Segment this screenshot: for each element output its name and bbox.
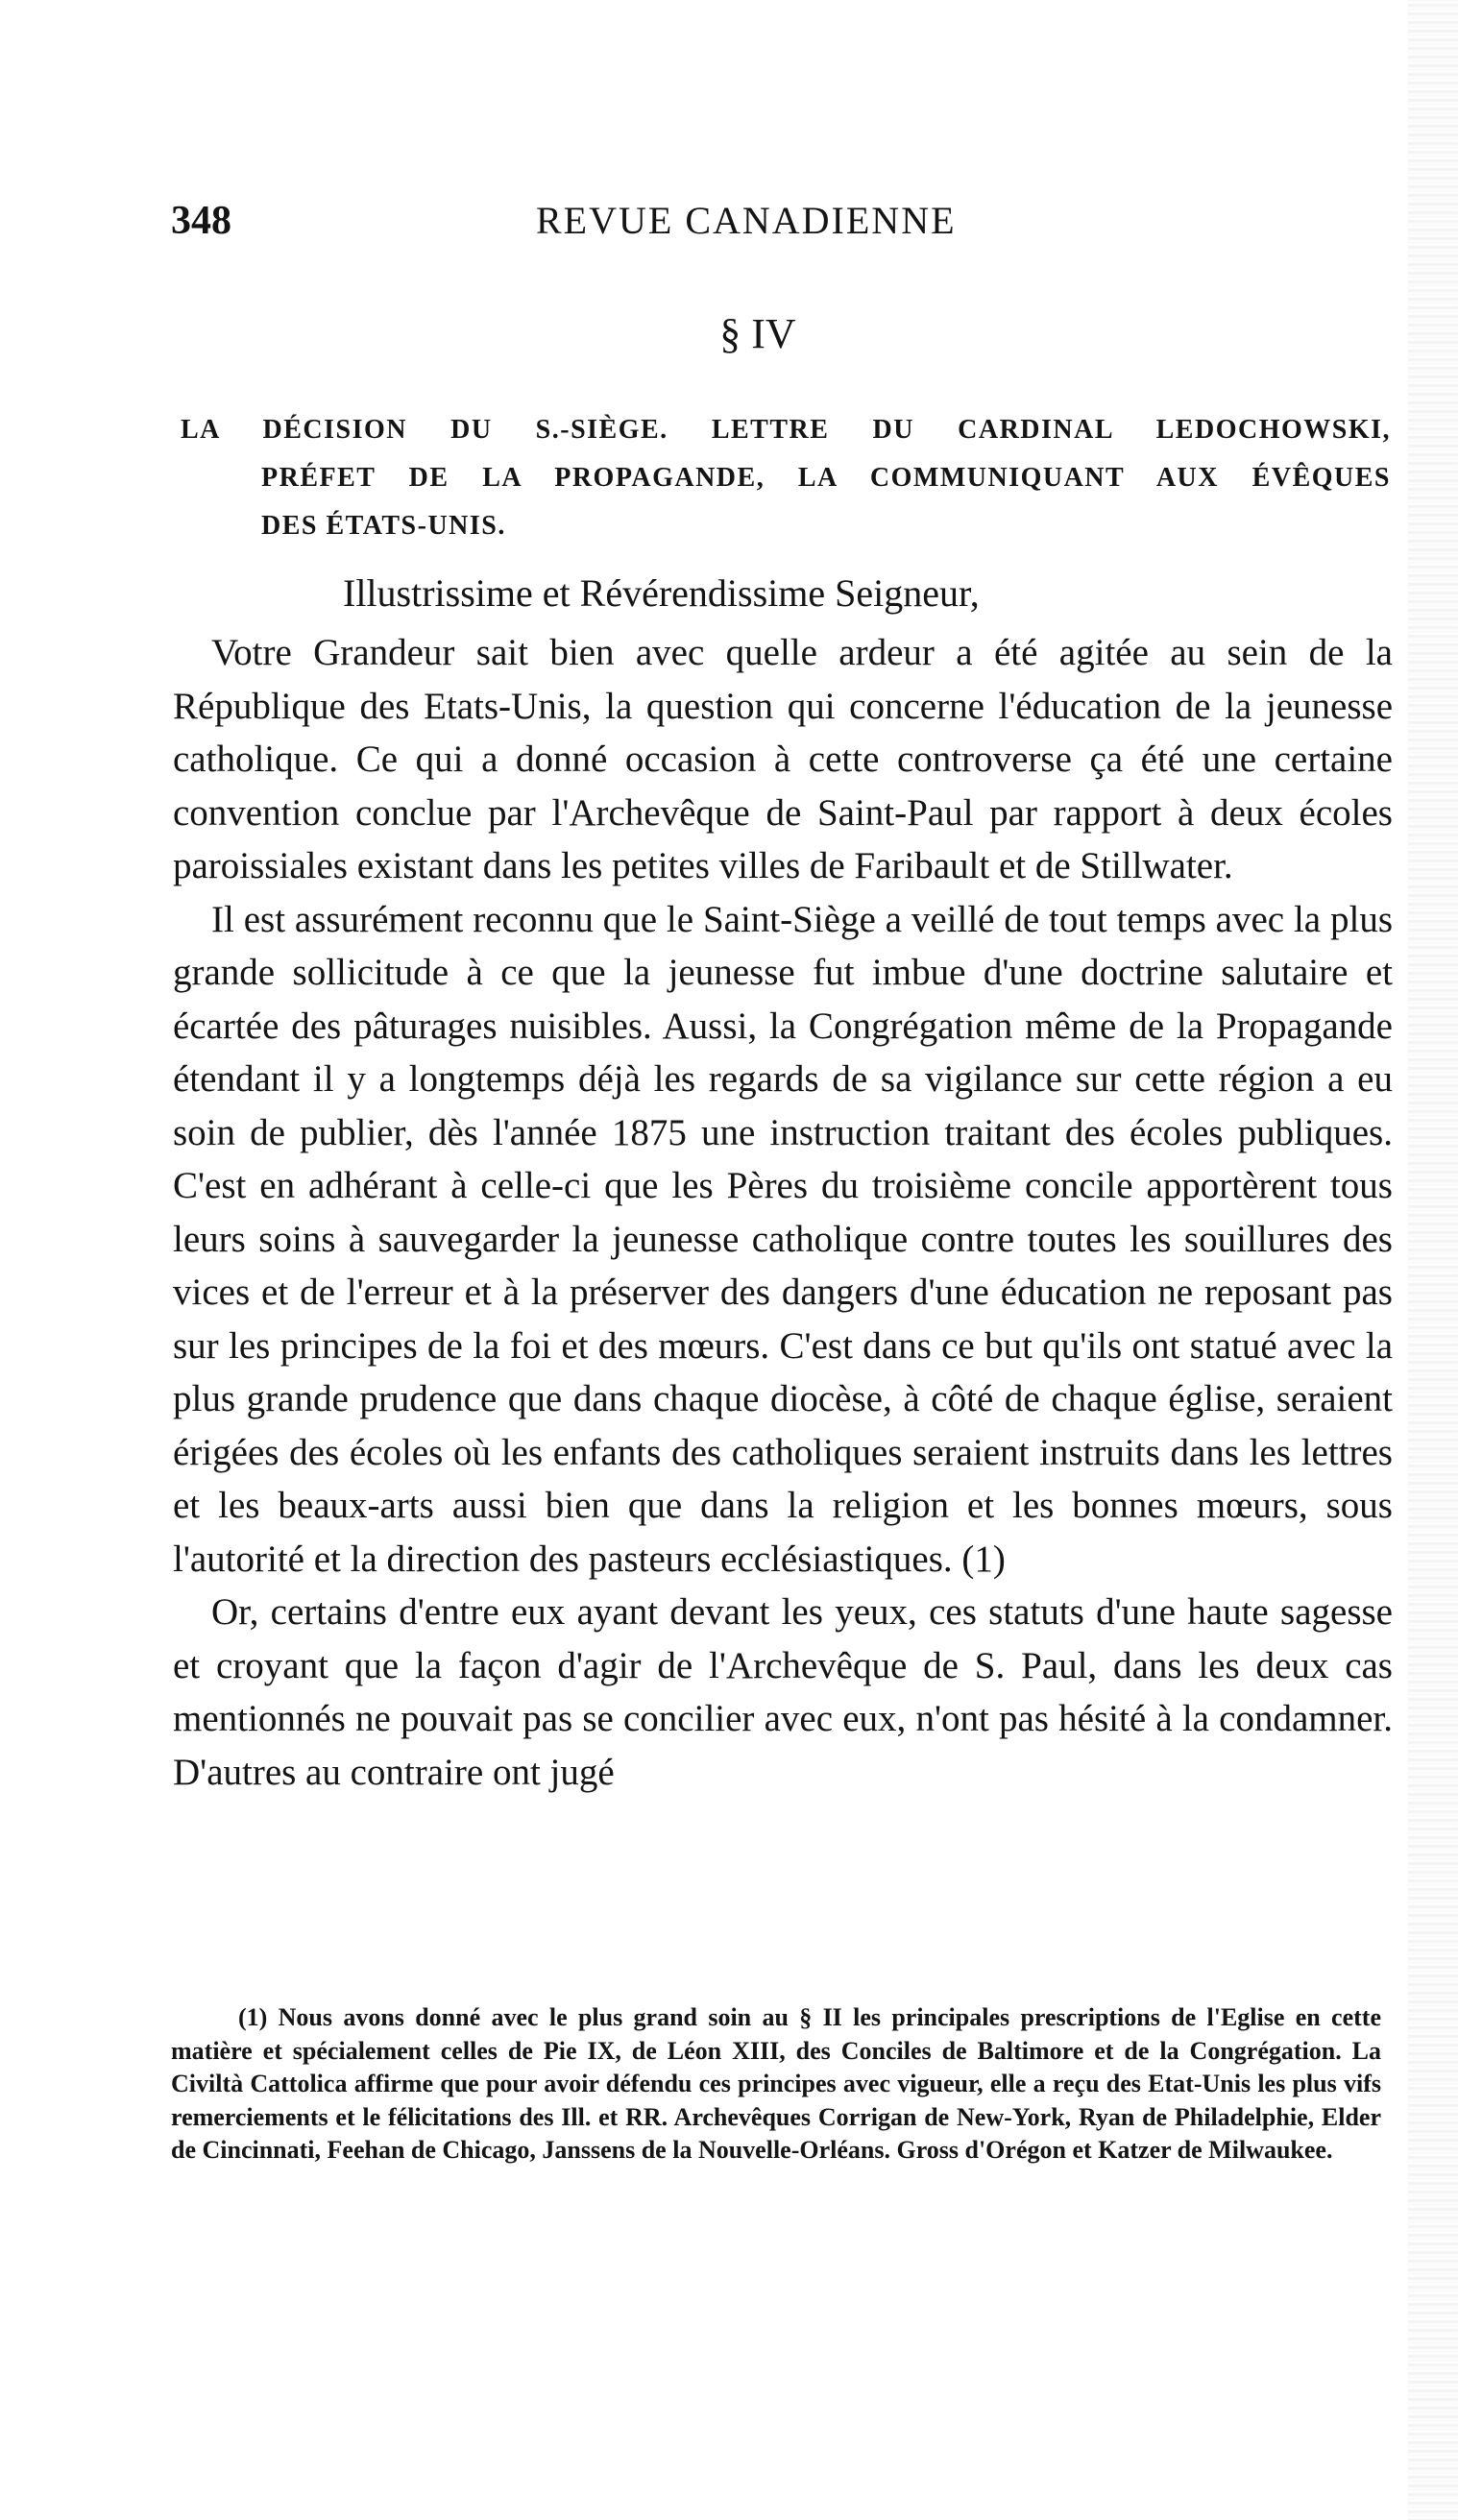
section-subtitle [181,406,1391,550]
section-heading [0,309,1458,358]
subtitle-line-2: PRÉFET DE LA PROPAGANDE, LA COMMUNIQUANT AUX ÉVÊQUES [261,463,1391,493]
letter-salutation: Illustrissime et Révérendissime Seigneur, [343,571,980,615]
footnote [171,2001,1381,2168]
scan-edge-noise [1408,0,1458,2520]
running-head [171,198,997,252]
body-paragraph-2: Il est assurément reconnu que le Saint-Siège a veillé de tout temps avec la plus grande sollicitude à ce que la jeunesse fut imbue d'une doctrine salutaire et écartée des pâturages nuisibles. Aussi, la Congrégation même de la Propagande étendant il y a longtemps déjà les regards de sa vigilance sur cette région a eu soin de publier, dès l'année 1875 une instruction traitant des écoles publiques. C'est en adhérant à celle-ci que les Pères du troisième concile apportèrent tous leurs soins à sauvegarder la jeunesse catholique contre toutes les souillures des vices et de l'erreur et à la préserver des dangers d'une éducation ne reposant pas sur les principes de la foi et des mœurs. C'est dans ce but qu'ils ont statué avec la plus grande prudence que dans chaque diocèse, à côté de chaque église, seraient érigées des écoles où les enfants des catholiques seraient instruits dans les lettres et les beaux-arts aussi bien que dans la religion et les bonnes mœurs, sous l'autorité et la direction des pasteurs ecclésiastiques. (1) [173,898,1393,1580]
journal-title: REVUE CANADIENNE [536,199,957,242]
footnote-text: (1) Nous avons donné avec le plus grand soin au § II les principales prescriptions de l'Eglise en cette matière et spécialement celles de Pie IX, de Léon XIII, des Conciles de Baltimore et de la Congrégation. La Civiltà Cattolica affirme que pour avoir défendu ces principes avec vigueur, elle a reçu des Etat-Unis les plus vifs remerciements et le félicitations des Ill. et RR. Archevêques Corrigan de New-York, Ryan de Philadelphie, Elder de Cincinnati, Feehan de Chicago, Janssens de la Nouvelle-Orléans. Gross d'Orégon et Katzer de Milwaukee. [171,2003,1381,2164]
body-paragraph-1: Votre Grandeur sait bien avec quelle ardeur a été agitée au sein de la République des Etats-Unis, la question qui concerne l'éducation de la jeunesse catholique. Ce qui a donné occasion à cette controverse ça été une certaine convention conclue par l'Archevêque de Saint-Paul par rapport à deux écoles paroissiales existant dans les petites villes de Faribault et de Stillwater. [173,632,1393,886]
page-number: 348 [171,199,231,243]
subtitle-line-3: DES ÉTATS-UNIS. [261,511,506,541]
section-number: § IV [719,310,796,357]
letter-body [173,626,1393,1799]
body-paragraph-3: Or, certains d'entre eux ayant devant les yeux, ces statuts d'une haute sagesse et croyant que la façon d'agir de l'Archevêque de S. Paul, dans les deux cas mentionnés ne pouvait pas se concilier avec eux, n'ont pas hésité à la condamner. D'autres au contraire ont jugé [173,1591,1393,1793]
subtitle-line-1: LA DÉCISION DU S.-SIÈGE. LETTRE DU CARDINAL LEDOCHOWSKI, [181,415,1391,445]
